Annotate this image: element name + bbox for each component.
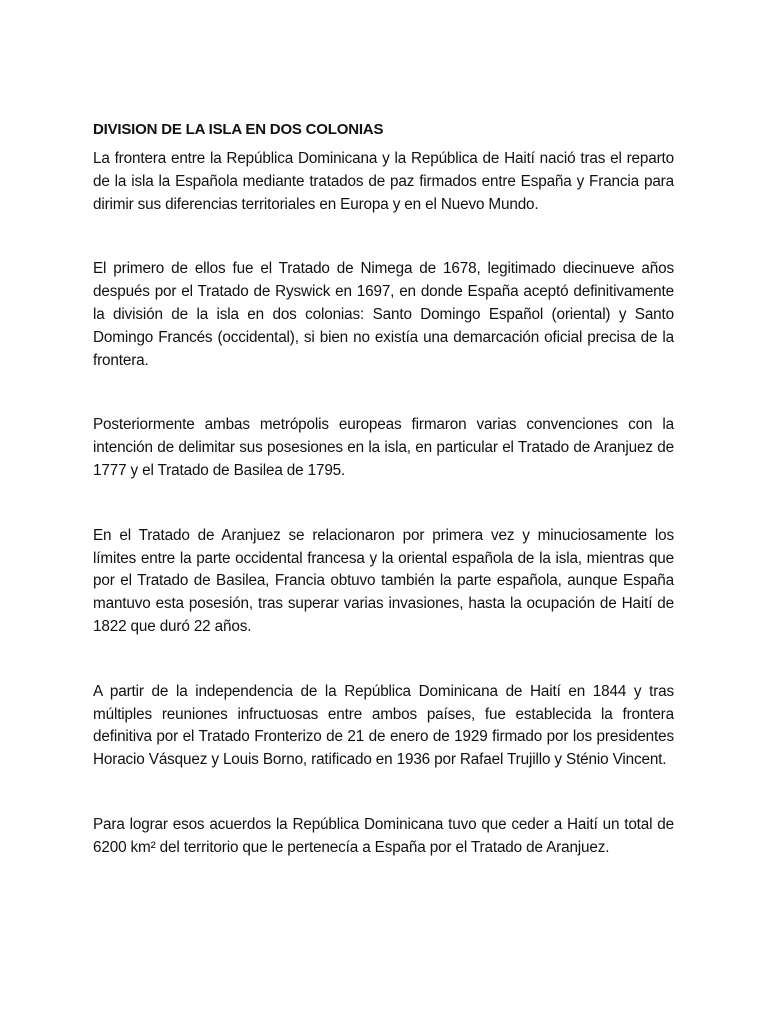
paragraph-6: Para lograr esos acuerdos la República Dominicana tuvo que ceder a Haití un total de 6200 km² del territorio que le pertenecía a España por el Tratado de Aranjuez. (93, 815, 674, 856)
paragraph-3: Posteriormente ambas metrópolis europeas firmaron varias convenciones con la intención de delimitar sus posesiones en la isla, en particular el Tratado de Aranjuez de 1777 y el Tratado de Basilea de 1795. (93, 416, 674, 479)
paragraph-4: En el Tratado de Aranjuez se relacionaron por primera vez y minuciosamente los límites entre la parte occidental francesa y la oriental española de la isla, mientras que por el Tratado de Basilea, Francia obtuvo también la parte española, aunque España mantuvo esta posesión, tras superar varias invasiones, hasta la ocupación de Haití de 1822 que duró 22 años. (93, 526, 674, 635)
document-title: DIVISION DE LA ISLA EN DOS COLONIAS (93, 121, 384, 138)
paragraph-1: La frontera entre la República Dominicana y la República de Haití nació tras el reparto de la isla la Española mediante tratados de paz firmados entre España y Francia para dirimir sus diferencias territoriales en Europa y en el Nuevo Mundo. (93, 150, 674, 213)
document-page (93, 118, 674, 902)
paragraph-2: El primero de ellos fue el Tratado de Nimega de 1678, legitimado diecinueve años después por el Tratado de Ryswick en 1697, en donde España aceptó definitivamente la división de la isla en dos colonias: Santo Domingo Español (oriental) y Santo Domingo Francés (occidental), si bien no existía una demarcación oficial precisa de la frontera. (93, 260, 674, 369)
paragraph-5: A partir de la independencia de la República Dominicana de Haití en 1844 y tras múltiples reuniones infructuosas entre ambos países, fue establecida la frontera definitiva por el Tratado Fronterizo de 21 de enero de 1929 firmado por los presidentes Horacio Vásquez y Louis Borno, ratificado en 1936 por Rafael Trujillo y Sténio Vincent. (93, 682, 674, 769)
